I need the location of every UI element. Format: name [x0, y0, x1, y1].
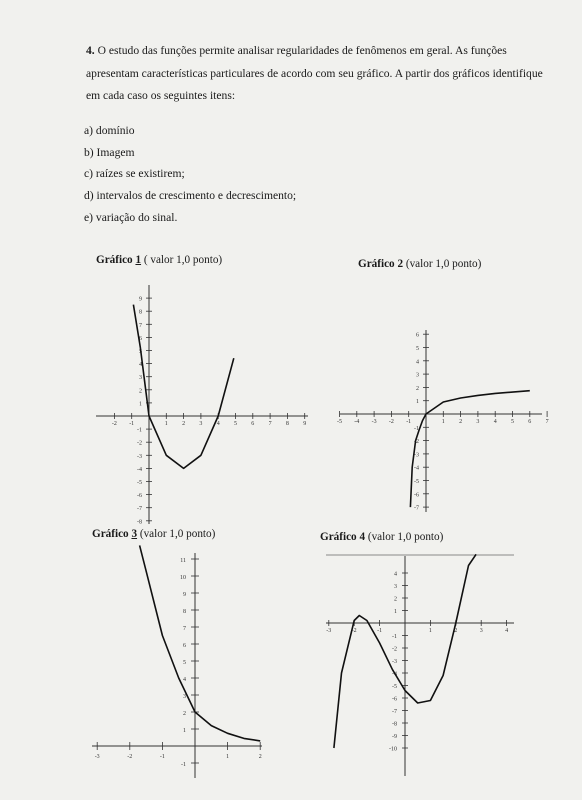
graph-4-number: 4: [359, 531, 366, 543]
y-tick-label: -2: [414, 439, 419, 446]
x-tick-label: 9: [303, 421, 307, 427]
x-tick-label: 2: [258, 754, 262, 760]
graph-1-value: ( valor 1,0 ponto): [143, 254, 223, 266]
item-a: a) domínio: [84, 124, 135, 137]
y-tick-label: 5: [183, 660, 186, 667]
x-tick-label: 1: [428, 628, 432, 634]
y-tick-label: 11: [180, 558, 186, 565]
y-tick-label: 6: [416, 332, 419, 339]
y-tick-label: 4: [394, 571, 397, 578]
x-tick-label: 4: [505, 628, 509, 634]
x-tick-label: 6: [251, 421, 255, 427]
y-tick-label: -5: [137, 479, 142, 486]
x-tick-label: -3: [326, 628, 332, 634]
x-tick-label: 6: [528, 419, 532, 425]
y-tick-label: -8: [137, 519, 142, 526]
x-tick-label: 1: [226, 754, 230, 760]
y-tick-label: 3: [139, 375, 142, 382]
x-tick-label: -1: [377, 628, 383, 634]
x-tick-label: -2: [388, 419, 394, 425]
y-tick-label: 6: [183, 643, 186, 650]
y-tick-label: -4: [414, 465, 419, 472]
y-tick-label: -3: [137, 453, 142, 460]
y-tick-label: 6: [139, 335, 142, 342]
x-tick-label: 5: [511, 419, 514, 425]
y-tick-label: 5: [139, 348, 142, 355]
x-tick-label: -1: [159, 754, 165, 760]
question-text: O estudo das funções permite analisar regularidades de fenômenos em geral. As funções apresentam características particulares de acordo com seu gráfico. A partir dos gráficos identifique em cada caso os seguintes itens:: [86, 44, 543, 102]
y-tick-label: -1: [414, 425, 419, 432]
y-tick-label: -1: [181, 762, 186, 769]
y-tick-label: -8: [392, 721, 397, 728]
y-tick-label: -3: [414, 452, 419, 459]
y-tick-label: 4: [416, 359, 419, 366]
y-tick-label: 7: [183, 626, 186, 633]
y-tick-label: -2: [137, 440, 142, 447]
x-tick-label: -2: [111, 421, 117, 427]
graph-2-number: 2: [397, 258, 404, 270]
y-tick-label: -9: [392, 733, 397, 740]
item-e: e) variação do sinal.: [84, 210, 178, 224]
graph-3-label: Gráfico: [92, 528, 129, 540]
question-number: 4.: [86, 44, 95, 57]
y-tick-label: -7: [392, 708, 397, 715]
y-tick-label: 9: [183, 592, 186, 599]
y-tick-label: -4: [392, 671, 397, 678]
y-tick-label: 1: [394, 608, 397, 615]
graph-3-number: 3: [131, 528, 138, 540]
x-tick-label: -4: [354, 419, 360, 425]
graph-1-number: 1: [135, 254, 142, 266]
item-d: d) intervalos de crescimento e decrescimento;: [84, 189, 297, 203]
y-tick-label: 10: [180, 575, 186, 582]
y-tick-label: -5: [414, 478, 419, 485]
graph-2-value: (valor 1,0 ponto): [405, 258, 482, 270]
y-tick-label: 2: [139, 388, 142, 395]
y-tick-label: 8: [183, 609, 186, 616]
x-tick-label: 1: [441, 419, 445, 425]
graph-3-value: (valor 1,0 ponto): [139, 528, 216, 540]
y-tick-label: 1: [416, 399, 419, 406]
x-tick-label: 3: [476, 419, 480, 425]
item-c: c) raízes se existirem;: [84, 167, 185, 181]
y-tick-label: 3: [416, 372, 419, 379]
x-tick-label: 1: [164, 421, 168, 427]
x-tick-label: -2: [351, 628, 357, 634]
x-tick-label: -3: [94, 754, 100, 760]
y-tick-label: -7: [137, 506, 142, 513]
item-b: b) Imagem: [84, 145, 135, 159]
y-tick-label: 4: [183, 677, 186, 684]
y-tick-label: 4: [139, 362, 142, 369]
x-tick-label: -1: [406, 419, 412, 425]
y-tick-label: 7: [139, 322, 142, 329]
x-tick-label: -3: [371, 419, 377, 425]
y-tick-label: 1: [139, 401, 142, 408]
y-tick-label: -5: [392, 683, 397, 690]
y-tick-label: -1: [137, 427, 142, 434]
y-tick-label: 2: [416, 385, 419, 392]
x-tick-label: 7: [545, 419, 549, 425]
graph-2-label: Gráfico: [358, 258, 395, 270]
y-tick-label: -10: [389, 746, 397, 753]
y-tick-label: 9: [139, 296, 142, 303]
y-tick-label: -1: [392, 633, 397, 640]
y-tick-label: 3: [394, 583, 397, 590]
y-tick-label: 1: [183, 728, 186, 735]
y-tick-label: -6: [137, 493, 142, 500]
x-tick-label: 2: [182, 421, 186, 427]
y-tick-label: 8: [139, 309, 142, 316]
y-tick-label: -4: [137, 466, 142, 473]
y-tick-label: 5: [416, 345, 419, 352]
x-tick-label: 3: [479, 628, 483, 634]
y-tick-label: -6: [414, 492, 419, 499]
graph-4-label: Gráfico: [320, 531, 357, 543]
x-tick-label: -5: [337, 419, 342, 425]
graph-1-label: Gráfico: [96, 254, 133, 266]
x-tick-label: -1: [129, 421, 135, 427]
y-tick-label: 3: [183, 694, 186, 701]
x-tick-label: 8: [285, 421, 289, 427]
x-tick-label: -2: [127, 754, 133, 760]
y-tick-label: -3: [392, 658, 397, 665]
x-tick-label: 7: [268, 421, 272, 427]
y-tick-label: -2: [392, 646, 397, 653]
x-tick-label: 5: [234, 421, 237, 427]
y-tick-label: -6: [392, 696, 397, 703]
y-tick-label: 2: [394, 596, 397, 603]
x-tick-label: 2: [459, 419, 463, 425]
x-tick-label: 4: [216, 421, 220, 427]
x-tick-label: 3: [199, 421, 203, 427]
y-tick-label: -7: [414, 505, 419, 512]
graph-4-value: (valor 1,0 ponto): [367, 531, 444, 543]
x-tick-label: 2: [454, 628, 458, 634]
y-tick-label: 2: [183, 711, 186, 718]
x-tick-label: 4: [493, 419, 497, 425]
